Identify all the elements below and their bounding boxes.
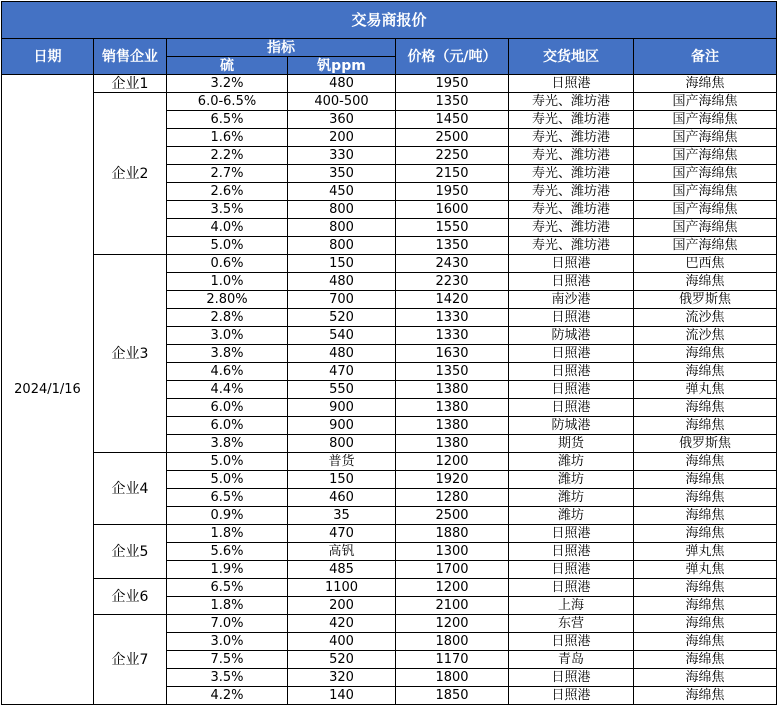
vanadium-cell: 150	[288, 255, 396, 273]
sulfur-cell: 4.4%	[167, 381, 288, 399]
vanadium-cell: 450	[288, 183, 396, 201]
note-cell: 国产海绵焦	[634, 183, 777, 201]
note-cell: 海绵焦	[634, 273, 777, 291]
price-cell: 1850	[396, 687, 509, 705]
sulfur-cell: 3.8%	[167, 435, 288, 453]
region-cell: 防城港	[509, 417, 634, 435]
vanadium-cell: 350	[288, 165, 396, 183]
company-cell: 企业5	[94, 525, 167, 579]
vanadium-cell: 700	[288, 291, 396, 309]
price-cell: 1550	[396, 219, 509, 237]
note-cell: 海绵焦	[634, 363, 777, 381]
sulfur-cell: 5.6%	[167, 543, 288, 561]
region-cell: 日照港	[509, 273, 634, 291]
region-cell: 日照港	[509, 579, 634, 597]
note-cell: 国产海绵焦	[634, 201, 777, 219]
price-cell: 1920	[396, 471, 509, 489]
vanadium-cell: 400-500	[288, 93, 396, 111]
note-cell: 海绵焦	[634, 453, 777, 471]
sulfur-cell: 2.6%	[167, 183, 288, 201]
note-cell: 海绵焦	[634, 471, 777, 489]
table-title: 交易商报价	[2, 2, 777, 39]
date-cell: 2024/1/16	[2, 75, 94, 705]
sulfur-cell: 1.0%	[167, 273, 288, 291]
price-cell: 1330	[396, 309, 509, 327]
price-cell: 1800	[396, 633, 509, 651]
sulfur-cell: 1.6%	[167, 129, 288, 147]
region-cell: 日照港	[509, 669, 634, 687]
price-cell: 1330	[396, 327, 509, 345]
header-vanadium: 钒ppm	[288, 57, 396, 75]
region-cell: 防城港	[509, 327, 634, 345]
note-cell: 海绵焦	[634, 75, 777, 93]
region-cell: 潍坊	[509, 453, 634, 471]
region-cell: 日照港	[509, 543, 634, 561]
price-cell: 2230	[396, 273, 509, 291]
vanadium-cell: 550	[288, 381, 396, 399]
note-cell: 国产海绵焦	[634, 219, 777, 237]
vanadium-cell: 360	[288, 111, 396, 129]
region-cell: 寿光、潍坊港	[509, 129, 634, 147]
price-cell: 1630	[396, 345, 509, 363]
region-cell: 日照港	[509, 309, 634, 327]
vanadium-cell: 520	[288, 309, 396, 327]
sulfur-cell: 6.5%	[167, 489, 288, 507]
sulfur-cell: 3.2%	[167, 75, 288, 93]
region-cell: 日照港	[509, 687, 634, 705]
sulfur-cell: 4.6%	[167, 363, 288, 381]
region-cell: 日照港	[509, 255, 634, 273]
table-row	[2, 525, 777, 543]
sulfur-cell: 3.5%	[167, 669, 288, 687]
header-date: 日期	[2, 39, 94, 75]
table-row	[2, 579, 777, 597]
note-cell: 弹丸焦	[634, 381, 777, 399]
region-cell: 期货	[509, 435, 634, 453]
region-cell: 日照港	[509, 561, 634, 579]
price-cell: 1880	[396, 525, 509, 543]
price-cell: 1350	[396, 93, 509, 111]
company-cell: 企业7	[94, 615, 167, 705]
vanadium-cell: 800	[288, 237, 396, 255]
price-cell: 2250	[396, 147, 509, 165]
price-cell: 2500	[396, 507, 509, 525]
vanadium-cell: 470	[288, 363, 396, 381]
vanadium-cell: 520	[288, 651, 396, 669]
vanadium-cell: 800	[288, 435, 396, 453]
price-cell: 1200	[396, 453, 509, 471]
price-cell: 1950	[396, 75, 509, 93]
vanadium-cell: 420	[288, 615, 396, 633]
note-cell: 海绵焦	[634, 651, 777, 669]
note-cell: 流沙焦	[634, 309, 777, 327]
sulfur-cell: 2.2%	[167, 147, 288, 165]
company-cell: 企业1	[94, 75, 167, 93]
note-cell: 国产海绵焦	[634, 237, 777, 255]
vanadium-cell: 470	[288, 525, 396, 543]
table-row	[2, 75, 777, 93]
sulfur-cell: 0.9%	[167, 507, 288, 525]
price-cell: 2150	[396, 165, 509, 183]
price-cell: 1350	[396, 237, 509, 255]
sulfur-cell: 6.5%	[167, 111, 288, 129]
price-cell: 2500	[396, 129, 509, 147]
header-price: 价格（元/吨）	[396, 39, 509, 75]
header-indicator: 指标	[167, 39, 396, 57]
sulfur-cell: 2.8%	[167, 309, 288, 327]
sulfur-cell: 4.2%	[167, 687, 288, 705]
price-cell: 2100	[396, 597, 509, 615]
region-cell: 日照港	[509, 399, 634, 417]
note-cell: 国产海绵焦	[634, 93, 777, 111]
price-cell: 1200	[396, 579, 509, 597]
table-row	[2, 615, 777, 633]
vanadium-cell: 485	[288, 561, 396, 579]
region-cell: 潍坊	[509, 507, 634, 525]
region-cell: 寿光、潍坊港	[509, 93, 634, 111]
vanadium-cell: 1100	[288, 579, 396, 597]
price-cell: 1380	[396, 417, 509, 435]
region-cell: 东营	[509, 615, 634, 633]
vanadium-cell: 400	[288, 633, 396, 651]
price-cell: 1380	[396, 381, 509, 399]
region-cell: 寿光、潍坊港	[509, 201, 634, 219]
sulfur-cell: 2.80%	[167, 291, 288, 309]
vanadium-cell: 330	[288, 147, 396, 165]
price-cell: 1600	[396, 201, 509, 219]
note-cell: 海绵焦	[634, 399, 777, 417]
note-cell: 海绵焦	[634, 489, 777, 507]
note-cell: 国产海绵焦	[634, 147, 777, 165]
vanadium-cell: 900	[288, 417, 396, 435]
note-cell: 海绵焦	[634, 417, 777, 435]
sulfur-cell: 3.8%	[167, 345, 288, 363]
region-cell: 日照港	[509, 525, 634, 543]
company-cell: 企业6	[94, 579, 167, 615]
region-cell: 寿光、潍坊港	[509, 219, 634, 237]
sulfur-cell: 1.9%	[167, 561, 288, 579]
company-cell: 企业3	[94, 255, 167, 453]
vanadium-cell: 480	[288, 345, 396, 363]
note-cell: 海绵焦	[634, 687, 777, 705]
sulfur-cell: 5.0%	[167, 453, 288, 471]
region-cell: 日照港	[509, 633, 634, 651]
vanadium-cell: 320	[288, 669, 396, 687]
vanadium-cell: 480	[288, 273, 396, 291]
region-cell: 青岛	[509, 651, 634, 669]
region-cell: 寿光、潍坊港	[509, 111, 634, 129]
region-cell: 潍坊	[509, 471, 634, 489]
vanadium-cell: 200	[288, 129, 396, 147]
note-cell: 俄罗斯焦	[634, 291, 777, 309]
vanadium-cell: 900	[288, 399, 396, 417]
sulfur-cell: 6.0%	[167, 399, 288, 417]
region-cell: 潍坊	[509, 489, 634, 507]
note-cell: 海绵焦	[634, 525, 777, 543]
note-cell: 海绵焦	[634, 615, 777, 633]
price-cell: 1950	[396, 183, 509, 201]
sulfur-cell: 1.8%	[167, 597, 288, 615]
price-cell: 1380	[396, 435, 509, 453]
vanadium-cell: 460	[288, 489, 396, 507]
price-cell: 1700	[396, 561, 509, 579]
company-cell: 企业2	[94, 93, 167, 255]
note-cell: 海绵焦	[634, 579, 777, 597]
sulfur-cell: 2.7%	[167, 165, 288, 183]
sulfur-cell: 7.5%	[167, 651, 288, 669]
region-cell: 日照港	[509, 75, 634, 93]
note-cell: 国产海绵焦	[634, 111, 777, 129]
vanadium-cell: 高钒	[288, 543, 396, 561]
header-region: 交货地区	[509, 39, 634, 75]
price-cell: 1170	[396, 651, 509, 669]
vanadium-cell: 540	[288, 327, 396, 345]
price-cell: 1450	[396, 111, 509, 129]
price-cell: 2430	[396, 255, 509, 273]
region-cell: 日照港	[509, 363, 634, 381]
sulfur-cell: 5.0%	[167, 471, 288, 489]
sulfur-cell: 3.5%	[167, 201, 288, 219]
sulfur-cell: 5.0%	[167, 237, 288, 255]
price-cell: 1350	[396, 363, 509, 381]
header-sulfur: 硫	[167, 57, 288, 75]
table-row	[2, 453, 777, 471]
note-cell: 海绵焦	[634, 597, 777, 615]
note-cell: 国产海绵焦	[634, 165, 777, 183]
note-cell: 流沙焦	[634, 327, 777, 345]
note-cell: 弹丸焦	[634, 543, 777, 561]
region-cell: 上海	[509, 597, 634, 615]
table-row	[2, 93, 777, 111]
company-cell: 企业4	[94, 453, 167, 525]
price-cell: 1200	[396, 615, 509, 633]
note-cell: 俄罗斯焦	[634, 435, 777, 453]
table-row	[2, 255, 777, 273]
region-cell: 寿光、潍坊港	[509, 183, 634, 201]
price-cell: 1380	[396, 399, 509, 417]
sulfur-cell: 6.0%	[167, 417, 288, 435]
vanadium-cell: 200	[288, 597, 396, 615]
region-cell: 日照港	[509, 345, 634, 363]
region-cell: 寿光、潍坊港	[509, 147, 634, 165]
note-cell: 巴西焦	[634, 255, 777, 273]
vanadium-cell: 800	[288, 201, 396, 219]
note-cell: 国产海绵焦	[634, 129, 777, 147]
region-cell: 南沙港	[509, 291, 634, 309]
vanadium-cell: 150	[288, 471, 396, 489]
region-cell: 寿光、潍坊港	[509, 165, 634, 183]
vanadium-cell: 140	[288, 687, 396, 705]
header-company: 销售企业	[94, 39, 167, 75]
price-cell: 1280	[396, 489, 509, 507]
vanadium-cell: 普货	[288, 453, 396, 471]
sulfur-cell: 1.8%	[167, 525, 288, 543]
note-cell: 海绵焦	[634, 507, 777, 525]
note-cell: 海绵焦	[634, 345, 777, 363]
sulfur-cell: 0.6%	[167, 255, 288, 273]
price-cell: 1800	[396, 669, 509, 687]
note-cell: 海绵焦	[634, 633, 777, 651]
sulfur-cell: 4.0%	[167, 219, 288, 237]
sulfur-cell: 6.0-6.5%	[167, 93, 288, 111]
vanadium-cell: 800	[288, 219, 396, 237]
region-cell: 日照港	[509, 381, 634, 399]
note-cell: 海绵焦	[634, 669, 777, 687]
quote-table	[1, 1, 777, 705]
region-cell: 寿光、潍坊港	[509, 237, 634, 255]
sulfur-cell: 3.0%	[167, 633, 288, 651]
sulfur-cell: 6.5%	[167, 579, 288, 597]
header-note: 备注	[634, 39, 777, 75]
price-cell: 1420	[396, 291, 509, 309]
note-cell: 弹丸焦	[634, 561, 777, 579]
vanadium-cell: 480	[288, 75, 396, 93]
sulfur-cell: 3.0%	[167, 327, 288, 345]
vanadium-cell: 35	[288, 507, 396, 525]
price-cell: 1300	[396, 543, 509, 561]
sulfur-cell: 7.0%	[167, 615, 288, 633]
